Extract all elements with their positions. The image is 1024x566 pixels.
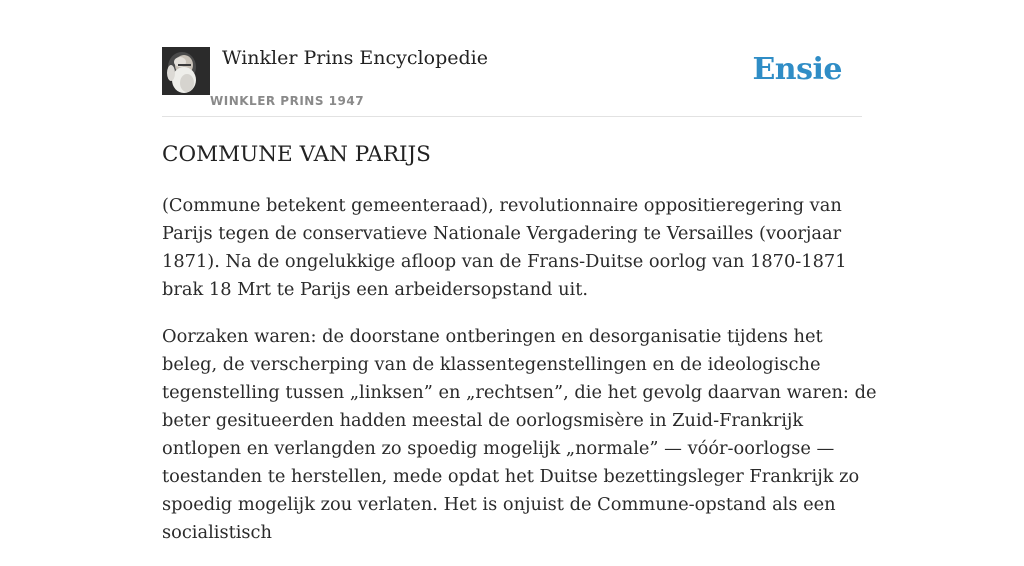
article-paragraph: Oorzaken waren: de doorstane ontberingen en desorganisatie tijdens het beleg, de verscherping van de klassentegenstellingen en de ideologische tegenstelling tussen „linksen” en „rechtsen”, die het gevolg daarvan waren: de beter gesitueerden hadden meestal de oorlogsmisère in Zuid-Frankrijk ontlopen en verlangden zo spoedig mogelijk „normale” — vóór-oorlogse — toestanden te herstellen, mede opdat het Duitse bezettingsleger Frankrijk zo spoedig mogelijk zou verlaten. Het is onjuist de Commune-opstand als een socialistisch: [162, 326, 877, 543]
article-title: COMMUNE VAN PARIJS: [162, 142, 431, 167]
bearded-man-portrait-icon[interactable]: [162, 47, 210, 95]
article-body: [162, 192, 882, 566]
article-paragraph: (Commune betekent gemeenteraad), revolutionnaire oppositieregering van Parijs tegen de conservatieve Nationale Vergadering te Versailles (voorjaar 1871). Na de ongelukkige afloop van de Frans-Duitse oorlog van 1870-1871 brak 18 Mrt te Parijs een arbeidersopstand uit.: [162, 195, 847, 300]
edition-label[interactable]: WINKLER PRINS 1947: [210, 94, 365, 108]
site-name[interactable]: Winkler Prins Encyclopedie: [222, 47, 488, 69]
site-header: [162, 40, 862, 117]
ensie-logo[interactable]: Ensie: [752, 52, 842, 87]
